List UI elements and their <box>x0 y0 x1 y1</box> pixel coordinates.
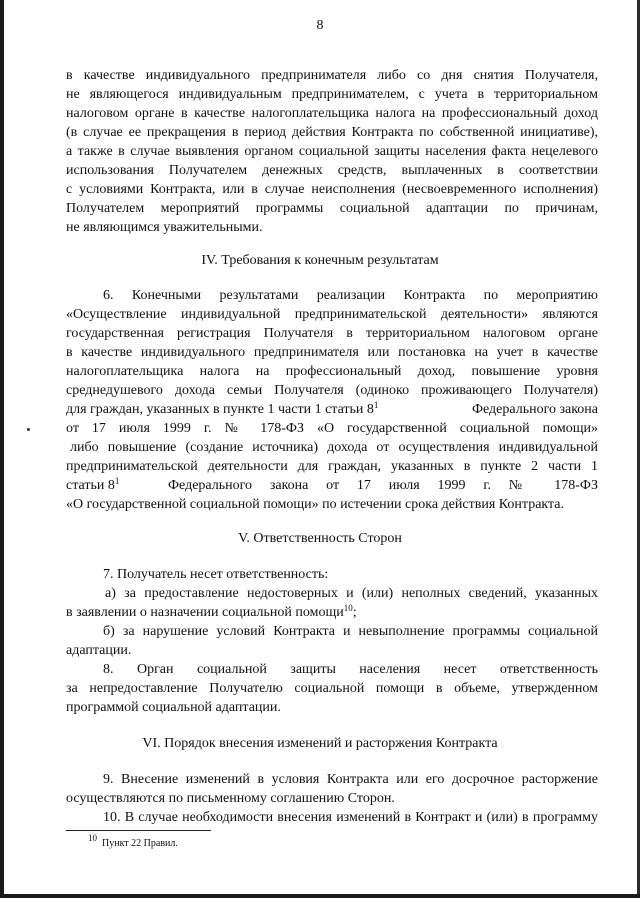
section-6-p9-line-2: осуществляются по письменному соглашению Сторон. <box>66 791 395 806</box>
section-4-line-12: «О государственной социальной помощи» по истечении срока действия Контракта. <box>66 497 565 512</box>
section-4-line-5: налогоплательщика налога на профессиональный доход, повышение уровня <box>66 364 598 379</box>
section-6-p9-line-1: 9. Внесение изменений в условия Контракта или его досрочное расторжение <box>103 772 598 787</box>
section-4-line-3: государственная регистрация Получателя в территориальном налоговом органе <box>66 326 598 341</box>
section-4-line-7-text <box>66 401 378 419</box>
page-number: 8 <box>316 18 324 33</box>
section-5-p8-line-1: 8. Орган социальной защиты населения несет ответственность <box>103 662 598 677</box>
section-4-line-1: 6. Конечными результатами реализации Контракта по мероприятию <box>103 288 598 303</box>
section-5-title: V. Ответственность Сторон <box>238 531 402 546</box>
section-5-p7a-line-2 <box>66 604 357 622</box>
superscript-1b: 1 <box>114 476 120 486</box>
section-4-line-11 <box>66 477 598 495</box>
section-5-p8-line-3: программой социальной адаптации. <box>66 700 281 715</box>
section-4-line-6: среднедушевого дохода семьи Получателя (одиноко проживающего Получателя) <box>66 383 598 398</box>
section-6-title: VI. Порядок внесения изменений и расторжения Контракта <box>142 736 498 751</box>
section-6-p10-line-1: 10. В случае необходимости внесения изменений в Контракт и (или) в программу <box>103 810 598 825</box>
section-5-p7a-line-1: а) за предоставление недостоверных и (или) неполных сведений, указанных <box>105 586 598 601</box>
section-4-title: IV. Требования к конечным результатам <box>201 253 439 268</box>
section-4-line-11-text <box>66 477 119 495</box>
section-4-line-7-tail: Федерального закона <box>471 402 598 417</box>
section-5-p7a-text: в заявлении о назначении социальной помощи <box>66 605 344 620</box>
intro-line-1: в качестве индивидуального предпринимателя либо со дня снятия Получателя, <box>66 68 598 83</box>
section-5-p7: 7. Получатель несет ответственность: <box>103 567 329 582</box>
section-4-line-7 <box>66 401 598 419</box>
superscript-1: 1 <box>373 400 379 410</box>
intro-line-9: не являющимся уважительными. <box>66 220 263 235</box>
footnote-text: Пункт 22 Правил. <box>102 838 178 849</box>
intro-line-7: с условиями Контракта, или в случае неисполнения (несвоевременного исполнения) <box>66 182 598 197</box>
section-4-line-10: предпринимательской деятельности для граждан, указанных в пункте 2 части 1 <box>66 459 598 474</box>
section-4-line-7-main: для граждан, указанных в пункте 1 части 1 статьи 8 <box>66 402 374 417</box>
footnote-marker: 10 <box>88 833 97 843</box>
section-4-line-2: «Осуществление индивидуальной предпринимательской деятельности» являются <box>66 307 598 322</box>
section-4-line-8: от 17 июля 1999 г. № 178-ФЗ «О государственной социальной помощи» <box>66 421 598 436</box>
scan-speck <box>27 428 30 431</box>
section-5-p7b-line-2: адаптации. <box>66 643 132 658</box>
section-4-line-9: либо повышение (создание источника) дохода от осуществления индивидуальной <box>70 440 598 455</box>
footnote <box>88 833 178 849</box>
section-5-p8-line-2: за непредоставление Получателю социальной помощи в объеме, утвержденном <box>66 681 598 696</box>
intro-line-4: (в случае ее прекращения в период действия Контракта по собственной инициативе), <box>66 125 598 140</box>
section-5-p7a-tail: ; <box>352 605 357 620</box>
intro-line-3: налоговом органе в качестве налогоплательщика налога на профессиональный доход <box>66 106 598 121</box>
section-4-line-4: в качестве индивидуального предпринимателя или постановка на учет в качестве <box>66 345 598 360</box>
section-4-line-11-main: статьи 8 <box>66 478 115 493</box>
intro-line-8: Получателем мероприятий программы социальной адаптации по причинам, <box>66 201 598 216</box>
section-4-line-11-tail: Федерального закона от 17 июля 1999 г. № 178-ФЗ <box>168 478 598 493</box>
footnote-ref-10: 10 <box>343 603 353 613</box>
scan-edge-left <box>0 0 4 898</box>
intro-line-2: не являющегося индивидуальным предпринимателем, с учета в территориальном <box>66 87 598 102</box>
footnote-separator <box>66 830 211 831</box>
section-5-p7b-line-1: б) за нарушение условий Контракта и невыполнение программы социальной <box>103 624 598 639</box>
scan-edge-bottom <box>0 894 640 898</box>
intro-line-5: а также в случае выявления органом социальной защиты населения факта нецелевого <box>66 144 598 159</box>
intro-line-6: использования Получателем денежных средств, выплаченных в соответствии <box>66 163 598 178</box>
